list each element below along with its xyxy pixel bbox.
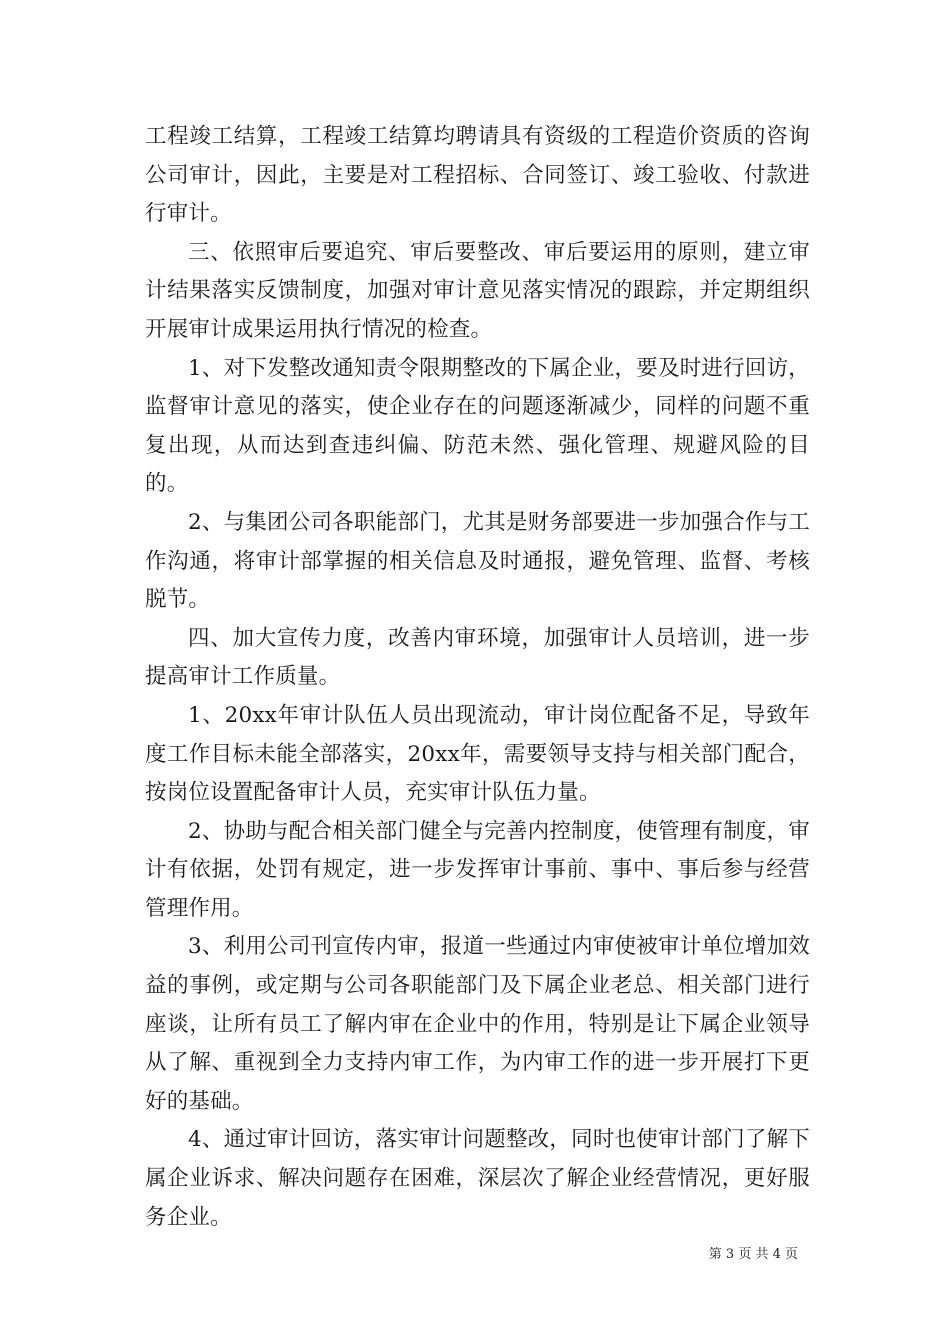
- page-number-footer: 第 3 页 共 4 页: [708, 1247, 798, 1262]
- document-body: [145, 118, 810, 1237]
- paragraph: 1、20xx年审计队伍人员出现流动，审计岗位配备不足，导致年度工作目标未能全部落实，20xx年，需要领导支持与相关部门配合，按岗位设置配备审计人员，充实审计队伍力量。: [145, 702, 810, 806]
- paragraph: 工程竣工结算，工程竣工结算均聘请具有资级的工程造价资质的咨询公司审计，因此，主要是对工程招标、合同签订、竣工验收、付款进行审计。: [145, 124, 810, 227]
- paragraph: 1、对下发整改通知责令限期整改的下属企业，要及时进行回访，监督审计意见的落实，使企业存在的问题逐渐减少，同样的问题不重复出现，从而达到查违纠偏、防范未然、强化管理、规避风险的目的。: [145, 355, 810, 497]
- paragraph: 4、通过审计回访，落实审计问题整改，同时也使审计部门了解下属企业诉求、解决问题存在困难，深层次了解企业经营情况，更好服务企业。: [145, 1127, 810, 1230]
- paragraph: 2、协助与配合相关部门健全与完善内控制度，使管理有制度，审计有依据，处罚有规定，进一步发挥审计事前、事中、事后参与经营管理作用。: [145, 818, 810, 921]
- paragraph: 三、依照审后要追究、审后要整改、审后要运用的原则，建立审计结果落实反馈制度，加强对审计意见落实情况的跟踪，并定期组织开展审计成果运用执行情况的检查。: [145, 239, 810, 342]
- paragraph: 四、加大宣传力度，改善内审环境，加强审计人员培训，进一步提高审计工作质量。: [145, 625, 810, 690]
- paragraph: 2、与集团公司各职能部门，尤其是财务部要进一步加强合作与工作沟通，将审计部掌握的相关信息及时通报，避免管理、监督、考核脱节。: [145, 509, 810, 613]
- paragraph: 3、利用公司刊宣传内审，报道一些通过内审使被审计单位增加效益的事例，或定期与公司各职能部门及下属企业老总、相关部门进行座谈，让所有员工了解内审在企业中的作用，特别是让下属企业领导从了解、重视到全力支持内审工作，为内审工作的进一步开展打下更好的基础。: [145, 934, 810, 1114]
